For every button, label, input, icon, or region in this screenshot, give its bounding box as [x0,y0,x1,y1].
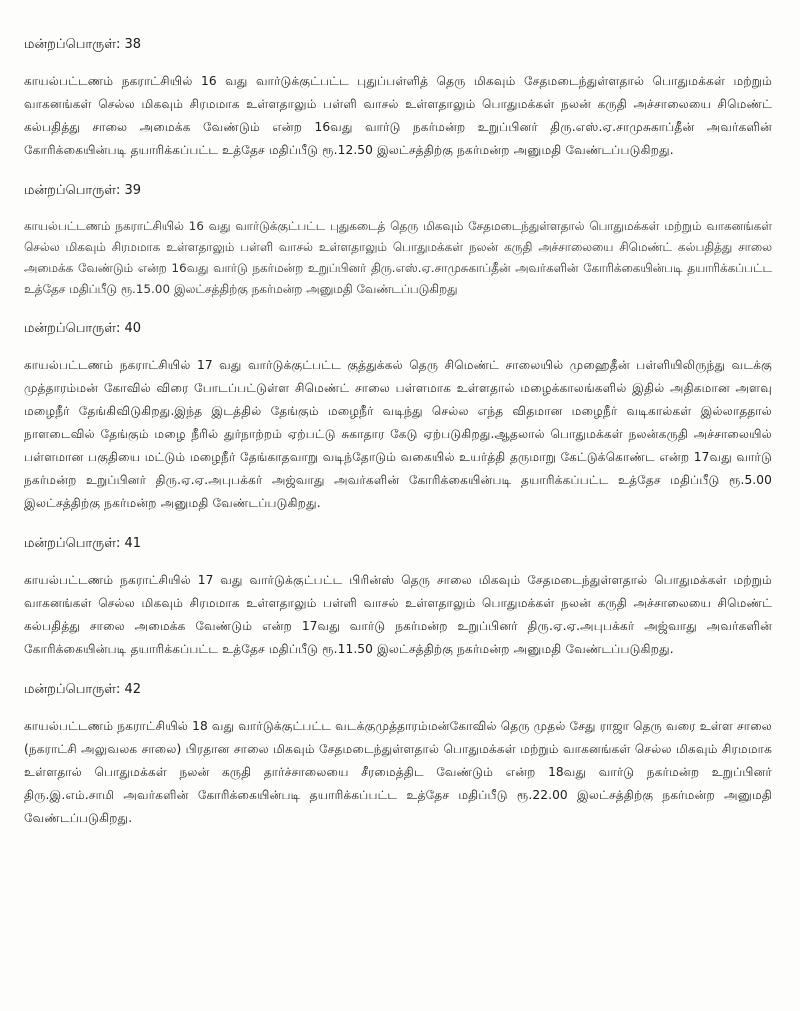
agenda-item-title: மன்றப்பொருள்: 42 [24,682,142,697]
agenda-item-38 [22,36,778,162]
agenda-item-39 [22,182,778,300]
agenda-item-body: காயல்பட்டணம் நகராட்சியில் 17 வது வார்டுக்குட்பட்ட குத்துக்கல் தெரு சிமெண்ட் சாலையில் முஹைதீன் பள்ளியிலிருந்து வடக்கு முத்தாரம்மன் கோவில் விரை போடப்பட்டுள்ள சிமெண்ட் சாலை பள்ளமாக உள்ளதால் மழைக்காலங்களில் இதில் அதிகமான அளவு மழைநீர் தேங்கிவிடுகிறது.இந்த இடத்தில் தேங்கும் மழைநீர் வடிந்து செல்ல எந்த விதமான மழைநீர் வடிகால்கள் இல்லாததால் நாளடைவில் தேங்கும் மழை நீரில் துர்நாற்றம் ஏற்பட்டு சுகாதார கேடு ஏற்படுகிறது.ஆதலால் பொதுமக்கள் நலன்கருதி அச்சாலையில் பள்ளமான பகுதியை மட்டும் மழைநீர் தேங்காதவாறு வடிந்தோடும் வகையில் உயர்த்தி தருமாறு கேட்டுக்கொண்ட என்ற 17வது வார்டு நகர்மன்ற உறுப்பினர் திரு.ஏ.ஏ.அபுபக்கர் அஜ்வாது அவர்களின் கோரிக்கையின்படி தயாரிக்கப்பட்ட உத்தேச மதிப்பீடு ரூ.5.00 இலட்சத்திற்கு நகர்மன்ற அனுமதி வேண்டப்படுகிறது. [24,358,772,510]
agenda-item-title: மன்றப்பொருள்: 40 [24,321,142,336]
agenda-item-body: காயல்பட்டணம் நகராட்சியில் 18 வது வார்டுக்குட்பட்ட வடக்குமுத்தாரம்மன்கோவில் தெரு முதல் சேது ராஜா தெரு வரை உள்ள சாலை (நகராட்சி அலுவலக சாலை) பிரதான சாலை மிகவும் சேதமடைந்துள்ளதால் பொதுமக்கள் மற்றும் வாகனங்கள் செல்ல மிகவும் சிரமமாக உள்ளதால் பொதுமக்கள் நலன் கருதி தார்ச்சாலையை சீரமைத்திட வேண்டும் என்ற 18வது வார்டு நகர்மன்ற உறுப்பினர் திரு.இ.எம்.சாமி அவர்களின் கோரிக்கையின்படி தயாரிக்கப்பட்ட உத்தேச மதிப்பீடு ரூ.22.00 இலட்சத்திற்கு நகர்மன்ற அனுமதி வேண்டப்படுகிறது. [24,719,772,825]
agenda-item-title: மன்றப்பொருள்: 38 [24,37,142,52]
agenda-item-body: காயல்பட்டணம் நகராட்சியில் 16 வது வார்டுக்குட்பட்ட புதுகடைத் தெரு மிகவும் சேதமடைந்துள்ளதால் பொதுமக்கள் மற்றும் வாகனங்கள் செல்ல மிகவும் சிரமமாக உள்ளதாலும் பள்ளி வாசல் உள்ளதாலும் பொதுமக்கள் நலன் கருதி அச்சாலையை சிமெண்ட் கல்பதித்து சாலை அமைக்க வேண்டும் என்ற 16வது வார்டு நகர்மன்ற உறுப்பினர் திரு.எஸ்.ஏ.சாமுசுகாப்தீன் அவர்களின் கோரிக்கையின்படி தயாரிக்கப்பட்ட உத்தேச மதிப்பீடு ரூ.15.00 இலட்சத்திற்கு நகர்மன்ற அனுமதி வேண்டப்படுகிறது [24,219,772,296]
agenda-item-title: மன்றப்பொருள்: 41 [24,536,142,551]
agenda-item-40 [22,320,778,515]
agenda-item-42 [22,681,778,830]
agenda-item-title: மன்றப்பொருள்: 39 [24,183,142,198]
agenda-item-body: காயல்பட்டணம் நகராட்சியில் 16 வது வார்டுக்குட்பட்ட புதுப்பள்ளித் தெரு மிகவும் சேதமடைந்துள்ளதால் பொதுமக்கள் மற்றும் வாகனங்கள் செல்ல மிகவும் சிரமமாக உள்ளதாலும் பள்ளி வாசல் உள்ளதாலும் பொதுமக்கள் நலன் கருதி அச்சாலையை சிமெண்ட் கல்பதித்து சாலை அமைக்க வேண்டும் என்ற 16வது வார்டு நகர்மன்ற உறுப்பினர் திரு.எஸ்.ஏ.சாமுசுகாப்தீன் அவர்களின் கோரிக்கையின்படி தயாரிக்கப்பட்ட உத்தேச மதிப்பீடு ரூ.12.50 இலட்சத்திற்கு நகர்மன்ற அனுமதி வேண்டப்படுகிறது. [24,74,772,157]
agenda-item-41 [22,535,778,661]
agenda-item-body: காயல்பட்டணம் நகராட்சியில் 17 வது வார்டுக்குட்பட்ட பிரின்ஸ் தெரு சாலை மிகவும் சேதமடைந்துள்ளதால் பொதுமக்கள் மற்றும் வாகனங்கள் செல்ல மிகவும் சிரமமாக உள்ளதாலும் பள்ளி வாசல் உள்ளதாலும் பொதுமக்கள் நலன் கருதி அச்சாலையை சிமெண்ட் கல்பதித்து சாலை அமைக்க வேண்டும் என்ற 17வது வார்டு நகர்மன்ற உறுப்பினர் திரு.ஏ.ஏ.அபுபக்கர் அஜ்வாது அவர்களின் கோரிக்கையின்படி தயாரிக்கப்பட்ட உத்தேச மதிப்பீடு ரூ.11.50 இலட்சத்திற்கு நகர்மன்ற அனுமதி வேண்டப்படுகிறது. [24,573,772,656]
